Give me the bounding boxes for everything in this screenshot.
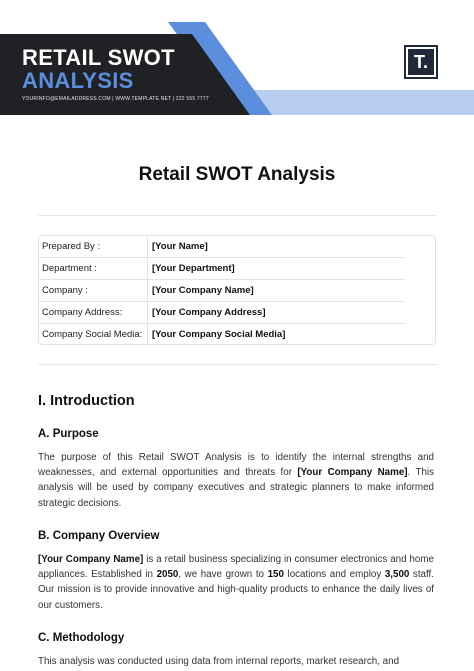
info-value: [Your Company Name] xyxy=(152,285,254,296)
info-row-prepared-by xyxy=(39,236,405,258)
brand-title xyxy=(22,46,175,92)
paragraph-methodology: This analysis was conducted using data from internal reports, market research, and xyxy=(38,656,400,667)
document-title: Retail SWOT Analysis xyxy=(138,164,336,185)
divider-middle xyxy=(38,364,436,365)
company-name-placeholder: [Your Company Name] xyxy=(38,554,144,565)
divider-top xyxy=(38,215,436,216)
info-table xyxy=(38,235,436,345)
info-row-company-address xyxy=(39,302,405,324)
info-value: [Your Department] xyxy=(152,263,235,274)
subheading-company-overview: B. Company Overview xyxy=(38,530,160,542)
info-row-department xyxy=(39,258,405,280)
info-label: Company : xyxy=(42,285,88,296)
location-count: 150 xyxy=(267,569,284,581)
template-logo xyxy=(404,45,438,79)
info-row-company xyxy=(39,280,405,302)
section-heading-introduction: I. Introduction xyxy=(38,393,135,409)
subheading-purpose: A. Purpose xyxy=(38,428,99,440)
staff-count: 3,500 xyxy=(384,569,410,581)
logo-letter: T. xyxy=(413,51,428,72)
info-value: [Your Company Address] xyxy=(152,307,266,318)
paragraph-company-overview: [Your Company Name] is a retail business specializing in consumer electronics and home appliances. Established in 2050, we have grown to 150 locations and employ 3,500 staff. Our mission is to provide innovative and high-quality products to enhance the daily lives of our customers. xyxy=(38,554,434,611)
info-value: [Your Name] xyxy=(152,241,208,252)
subheading-methodology: C. Methodology xyxy=(38,632,125,644)
company-name-placeholder: [Your Company Name] xyxy=(297,467,408,479)
established-year: 2050 xyxy=(156,569,179,581)
info-label: Prepared By : xyxy=(42,241,101,252)
info-label: Company Address: xyxy=(42,307,123,318)
brand-contact: YOURINFO@EMAILADDRESS.COM | WWW.TEMPLATE.NET | 222 555 7777 xyxy=(22,96,209,102)
paragraph-purpose: The purpose of this Retail SWOT Analysis is to identify the internal strengths and weaknesses, and external opportunities and threats for [Your Company Name]. This analysis will be used by company executives and strategic planners to make informed strategic decisions. xyxy=(38,452,434,509)
brand-title-line1: RETAIL SWOT xyxy=(22,45,175,70)
brand-title-line2: ANALYSIS xyxy=(22,68,134,93)
info-value: [Your Company Social Media] xyxy=(152,329,286,340)
info-label: Department : xyxy=(42,263,97,274)
header-banner xyxy=(0,0,474,120)
info-label: Company Social Media: xyxy=(42,329,143,340)
info-row-company-social-media xyxy=(39,324,405,346)
